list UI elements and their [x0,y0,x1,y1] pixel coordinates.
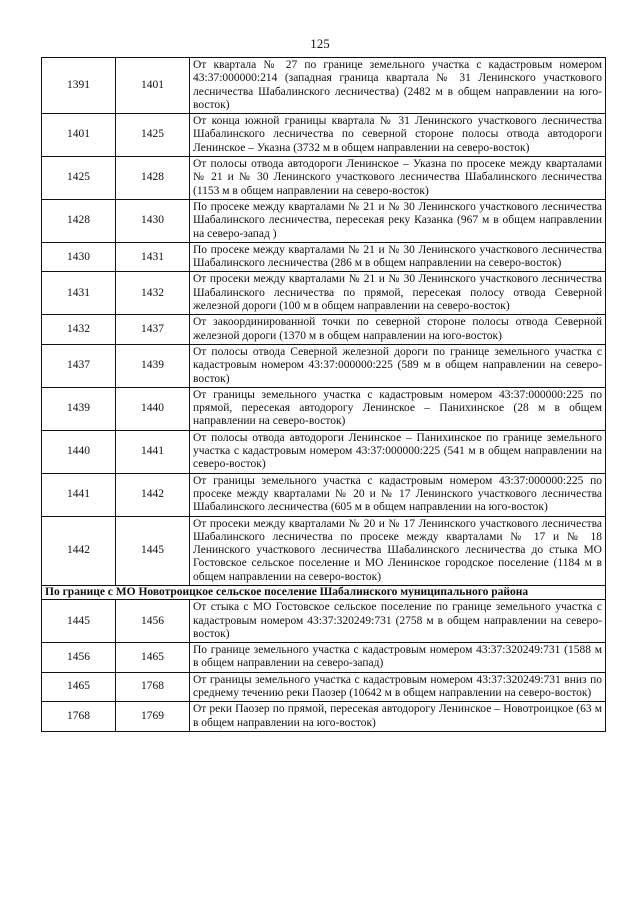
description-cell: От полосы отвода автодороги Ленинское – Указна по просеке между кварталами № 21 и № 30 Ленинского участкового лесничества Шабалинского лесничества (1153 м в общем направлении на северо-восток) [190,157,606,200]
description-cell: От реки Паозер по прямой, пересекая автодорогу Ленинское – Новотроицкое (63 м в общем направлении на юго-восток) [190,702,606,732]
point-from-cell: 1430 [42,242,116,272]
point-from-cell: 1432 [42,315,116,345]
point-to-cell: 1430 [116,199,190,242]
description-cell: От границы земельного участка с кадастровым номером 43:37:320249:731 вниз по среднему течению реки Паозер (10642 м в общем направлении на северо-восток) [190,672,606,702]
section-heading-body [42,585,606,599]
table-row [42,672,606,702]
point-from-cell: 1437 [42,344,116,387]
section-heading: По границе с МО Новотроицкое сельское поселение Шабалинского муниципального района [42,585,606,599]
table-row [42,315,606,345]
table-row [42,516,606,585]
point-to-cell: 1456 [116,600,190,643]
point-from-cell: 1768 [42,702,116,732]
point-to-cell: 1445 [116,516,190,585]
table-row [42,344,606,387]
point-from-cell: 1440 [42,430,116,473]
table-row [42,473,606,516]
description-cell: От конца южной границы квартала № 31 Ленинского участкового лесничества Шабалинского лесничества по северной стороне полосы отвода автодороги Ленинское – Указна (3732 м в общем направлении на северо-восток) [190,114,606,157]
point-to-cell: 1432 [116,272,190,315]
table-row [42,58,606,114]
table-row [42,114,606,157]
point-from-cell: 1391 [42,58,116,114]
table-row [42,600,606,643]
point-to-cell: 1465 [116,643,190,673]
point-from-cell: 1439 [42,387,116,430]
point-from-cell: 1442 [42,516,116,585]
section-heading-row [42,585,606,599]
point-to-cell: 1441 [116,430,190,473]
table-row [42,199,606,242]
point-to-cell: 1431 [116,242,190,272]
description-cell: По просеке между кварталами № 21 и № 30 Ленинского участкового лесничества Шабалинского лесничества, пересекая реку Казанка (967 м в общем направлении на северо-запад ) [190,199,606,242]
point-from-cell: 1456 [42,643,116,673]
table-row [42,242,606,272]
table-row [42,702,606,732]
description-cell: От стыка с МО Гостовское сельское поселение по границе земельного участка с кадастровым номером 43:37:320249:731 (2758 м в общем направлении на северо-восток) [190,600,606,643]
point-from-cell: 1445 [42,600,116,643]
table-row [42,387,606,430]
point-to-cell: 1769 [116,702,190,732]
point-from-cell: 1431 [42,272,116,315]
table-row [42,430,606,473]
description-cell: От границы земельного участка с кадастровым номером 43:37:000000:225 по прямой, пересекая автодорогу Ленинское – Панихинское (28 м в общем направлении на северо-восток) [190,387,606,430]
table-row [42,157,606,200]
description-cell: От закоординированной точки по северной стороне полосы отвода Северной железной дороги (1370 м в общем направлении на юго-восток) [190,315,606,345]
description-cell: От полосы отвода Северной железной дороги по границе земельного участка с кадастровым номером 43:37:000000:225 (589 м в общем направлении на северо-восток) [190,344,606,387]
point-to-cell: 1768 [116,672,190,702]
point-from-cell: 1428 [42,199,116,242]
description-cell: От просеки между кварталами № 21 и № 30 Ленинского участкового лесничества Шабалинского лесничества по прямой, пересекая полосу отвода Северной железной дороги (100 м в общем направлении на северо-восток) [190,272,606,315]
point-from-cell: 1425 [42,157,116,200]
point-to-cell: 1401 [116,58,190,114]
point-to-cell: 1442 [116,473,190,516]
point-to-cell: 1440 [116,387,190,430]
table-row [42,643,606,673]
point-to-cell: 1437 [116,315,190,345]
description-cell: От полосы отвода автодороги Ленинское – Панихинское по границе земельного участка с кадастровым номером 43:37:000000:225 (541 м в общем направлении на северо-восток) [190,430,606,473]
point-from-cell: 1441 [42,473,116,516]
boundary-table [41,57,606,732]
rows-after-section [42,600,606,732]
point-from-cell: 1401 [42,114,116,157]
description-cell: По просеке между кварталами № 21 и № 30 Ленинского участкового лесничества Шабалинского лесничества (286 м в общем направлении на северо-восток) [190,242,606,272]
point-to-cell: 1439 [116,344,190,387]
page-number: 125 [310,36,330,51]
rows-before-section [42,58,606,586]
description-cell: По границе земельного участка с кадастровым номером 43:37:320249:731 (1588 м в общем направлении на северо-запад) [190,643,606,673]
point-from-cell: 1465 [42,672,116,702]
description-cell: От границы земельного участка с кадастровым номером 43:37:000000:225 по просеке между кварталами № 20 и № 17 Ленинского участкового лесничества Шабалинского лесничества (605 м в общем направлении на юго-восток) [190,473,606,516]
description-cell: От квартала № 27 по границе земельного участка с кадастровым номером 43:37:000000:214 (западная граница квартала № 31 Ленинского участкового лесничества Шабалинского лесничества) (2482 м в общем направлении на юго-восток) [190,58,606,114]
point-to-cell: 1425 [116,114,190,157]
table-row [42,272,606,315]
point-to-cell: 1428 [116,157,190,200]
description-cell: От просеки между кварталами № 20 и № 17 Ленинского участкового лесничества Шабалинского лесничества по просеке между кварталами № 17 и № 18 Ленинского участкового лесничества Шабалинского лесничества до стыка МО Гостовское сельское поселение и МО Ленинское городское поселение (1184 м в общем направлении на северо-восток) [190,516,606,585]
